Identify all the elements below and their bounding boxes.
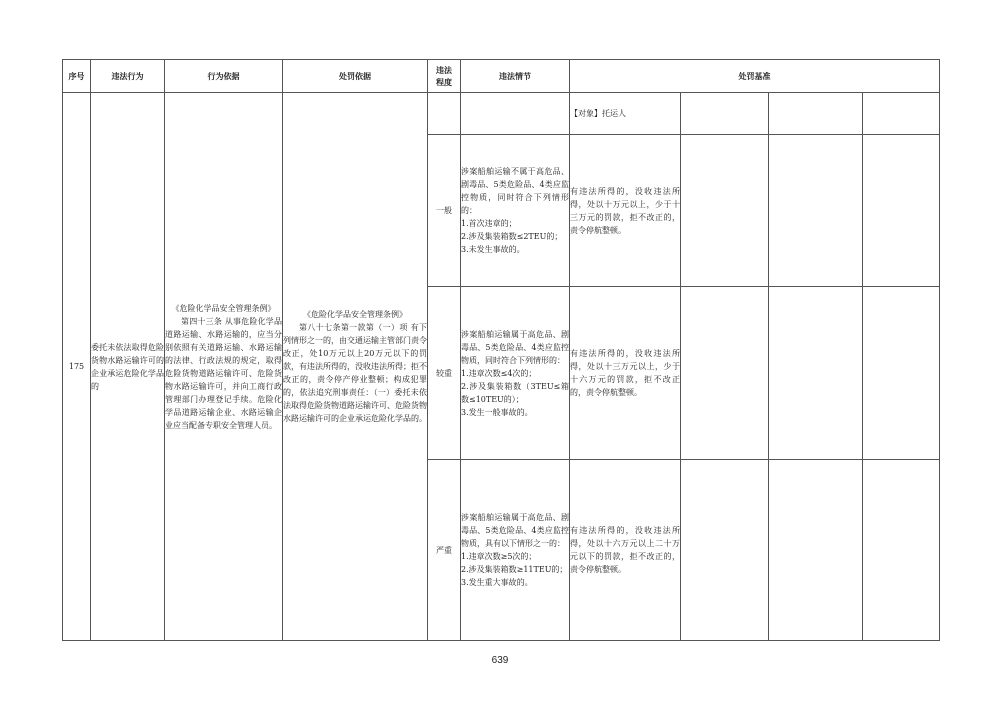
basis-cell (165, 93, 283, 641)
penalty-basis-cell (283, 93, 428, 641)
circumstance-line: 1.违章次数≤4次的； (461, 368, 537, 378)
penalty-table (62, 59, 940, 641)
seq-cell: 175 (63, 93, 91, 641)
basis-body: 第四十三条 从事危险化学品道路运输、水路运输的，应当分别依照有关道路运输、水路运输的法律、行政法规的规定，取得危险货物道路运输许可、危险货物水路运输许可，并向工商行政管理部门办理登记手续。危险化学品道路运输企业、水路运输企业应当配备专职安全管理人员。 (165, 316, 282, 430)
circumstance-cell (461, 460, 570, 641)
header-row (63, 60, 940, 93)
header-seq: 序号 (63, 60, 91, 93)
basis-title: 《危险化学品安全管理条例》 (171, 303, 276, 313)
empty-cell (769, 135, 863, 287)
empty-cell (863, 460, 940, 641)
penalty-basis-title: 《危险化学品安全管理条例》 (303, 310, 407, 319)
empty-cell (461, 93, 570, 135)
empty-cell (681, 287, 769, 460)
standard-cell: 有违法所得的，没收违法所得，处以十万元以上，少于十三万元的罚款，拒不改正的，责令停航整顿。 (570, 135, 681, 287)
empty-cell (863, 93, 940, 135)
page-number: 639 (491, 655, 509, 666)
penalty-basis-body: 第八十七条第一款第（一）项 有下列情形之一的，由交通运输主管部门责令改正，处10万元以上20万元以下的罚款，有违法所得的，没收违法所得；拒不改正的，责令停产停业整顿；构成犯罪的，依法追究刑事责任：（一）委托未依法取得危险货物道路运输许可、危险货物水路运输许可的企业承运危险化学品的。 (283, 323, 427, 423)
circumstance-line: 涉案船舶运输属于高危品、剧毒品、5类危险品、4类应监控物质，同时符合下列情形的： (461, 329, 569, 365)
empty-cell (428, 93, 461, 135)
degree-cell: 严重 (428, 460, 461, 641)
target-label: 【对象】托运人 (570, 93, 681, 135)
empty-cell (681, 135, 769, 287)
header-violation: 违法行为 (91, 60, 165, 93)
degree-cell: 一般 (428, 135, 461, 287)
standard-cell: 有违法所得的，没收违法所得，处以十六万元以上二十万元以下的罚款，拒不改正的，责令停航整顿。 (570, 460, 681, 641)
header-basis: 行为依据 (165, 60, 283, 93)
empty-cell (681, 460, 769, 641)
empty-cell (769, 460, 863, 641)
circumstance-line: 1.违章次数≥5次的； (461, 552, 537, 561)
empty-cell (863, 287, 940, 460)
standard-cell: 有违法所得的，没收违法所得，处以十三万元以上，少于十六万元的罚款，拒不改正的，责令停航整顿。 (570, 287, 681, 460)
circumstance-line: 3.发生重大事故的。 (461, 578, 533, 587)
circumstance-cell (461, 287, 570, 460)
circumstance-line: 2.涉及集装箱数≤2TEU的； (461, 232, 563, 241)
circumstance-line: 3.发生一般事故的。 (461, 407, 533, 417)
header-circumstance: 违法情节 (461, 60, 570, 93)
empty-cell (681, 93, 769, 135)
circumstance-line: 涉案船舶运输不属于高危品、剧毒品、5类危险品、4类应监控物质，同时符合下列情形的： (461, 167, 569, 215)
circumstance-line: 2.涉及集装箱数（3TEU≤箱数≤10TEU的）； (461, 381, 569, 404)
circumstance-cell (461, 135, 570, 287)
circumstance-line: 2.涉及集装箱数≥11TEU的； (461, 565, 568, 574)
violation-cell: 委托未依法取得危险货物水路运输许可的企业承运危险化学品的 (91, 93, 165, 641)
circumstance-line: 涉案船舶运输属于高危品、剧毒品、5类危险品、4类应监控物质，具有以下情形之一的： (461, 513, 569, 548)
circumstance-line: 3.未发生事故的。 (461, 245, 525, 254)
target-row (63, 93, 940, 135)
empty-cell (769, 287, 863, 460)
header-degree: 违法 程度 (428, 60, 461, 93)
circumstance-line: 1.首次违章的； (461, 219, 517, 228)
degree-cell: 较重 (428, 287, 461, 460)
header-standard: 处罚基准 (570, 60, 940, 93)
header-penalty-basis: 处罚依据 (283, 60, 428, 93)
empty-cell (863, 135, 940, 287)
empty-cell (769, 93, 863, 135)
